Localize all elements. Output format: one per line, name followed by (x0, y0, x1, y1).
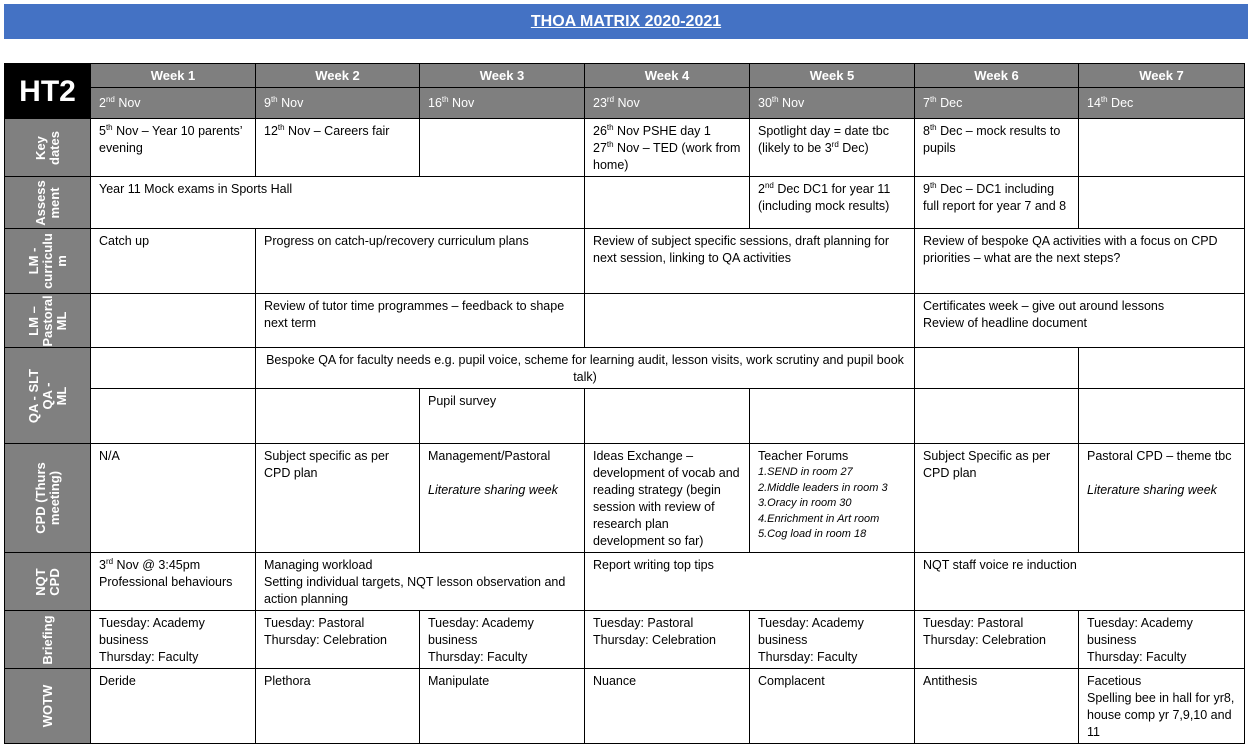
assessment-weeks-1-3: Year 11 Mock exams in Sports Hall (91, 177, 585, 229)
lm-pastoral-label: LM – Pastoral ML (5, 294, 91, 348)
briefing-week-7: Tuesday: Academy business Thursday: Faculty (1079, 611, 1245, 669)
nqt-cpd-weeks-2-3: Managing workload Setting individual targets, NQT lesson observation and action planning (256, 553, 585, 611)
week-header-row (5, 64, 1245, 88)
key-dates-week-7 (1079, 119, 1245, 177)
key-dates-week-3 (420, 119, 585, 177)
week-7-date: 14th Dec (1079, 88, 1245, 119)
wotw-week-3: Manipulate (420, 669, 585, 744)
week-1-header: Week 1 (91, 64, 256, 88)
qa-ml-week-5 (750, 389, 915, 444)
week-5-date: 30th Nov (750, 88, 915, 119)
qa-ml-week-2 (256, 389, 420, 444)
week-1-date: 2nd Nov (91, 88, 256, 119)
qa-label: QA - SLT QA - ML (5, 348, 91, 444)
lm-curriculum-row (5, 229, 1245, 294)
week-3-header: Week 3 (420, 64, 585, 88)
nqt-cpd-week-1: 3rd Nov @ 3:45pm Professional behaviours (91, 553, 256, 611)
assessment-row (5, 177, 1245, 229)
qa-ml-week-6 (915, 389, 1079, 444)
cpd-row (5, 444, 1245, 553)
cpd-week-7: Pastoral CPD – theme tbc Literature sharing week (1079, 444, 1245, 553)
briefing-week-5: Tuesday: Academy business Thursday: Faculty (750, 611, 915, 669)
wotw-label: WOTW (5, 669, 91, 744)
assessment-week-6: 9th Dec – DC1 including full report for year 7 and 8 (915, 177, 1079, 229)
assessment-week-5: 2nd Dec DC1 for year 11 (including mock results) (750, 177, 915, 229)
wotw-week-2: Plethora (256, 669, 420, 744)
wotw-week-5: Complacent (750, 669, 915, 744)
qa-slt-weeks-2-5: Bespoke QA for faculty needs e.g. pupil voice, scheme for learning audit, lesson visits, work scrutiny and pupil book talk) (256, 348, 915, 389)
week-4-date: 23rd Nov (585, 88, 750, 119)
key-dates-week-6: 8th Dec – mock results to pupils (915, 119, 1079, 177)
lm-pastoral-weeks-4-5 (585, 294, 915, 348)
page-title-bar (4, 4, 1248, 39)
nqt-cpd-weeks-4-5: Report writing top tips (585, 553, 915, 611)
page-title: THOA MATRIX 2020-2021 (530, 13, 722, 30)
briefing-week-3: Tuesday: Academy business Thursday: Faculty (420, 611, 585, 669)
nqt-cpd-row (5, 553, 1245, 611)
nqt-cpd-label: NQT CPD (5, 553, 91, 611)
wotw-row (5, 669, 1245, 744)
briefing-week-1: Tuesday: Academy business Thursday: Faculty (91, 611, 256, 669)
briefing-week-2: Tuesday: Pastoral Thursday: Celebration (256, 611, 420, 669)
thoa-matrix-table (4, 63, 1245, 744)
lm-curriculum-weeks-6-7: Review of bespoke QA activities with a focus on CPD priorities – what are the next steps? (915, 229, 1245, 294)
qa-ml-week-1 (91, 389, 256, 444)
wotw-week-1: Deride (91, 669, 256, 744)
cpd-week-1: N/A (91, 444, 256, 553)
week-2-header: Week 2 (256, 64, 420, 88)
lm-curriculum-weeks-2-3: Progress on catch-up/recovery curriculum plans (256, 229, 585, 294)
assessment-label: Assess ment (5, 177, 91, 229)
assessment-week-7 (1079, 177, 1245, 229)
qa-slt-week-1 (91, 348, 256, 389)
lm-pastoral-weeks-2-3: Review of tutor time programmes – feedback to shape next term (256, 294, 585, 348)
qa-slt-row (5, 348, 1245, 389)
week-2-date: 9th Nov (256, 88, 420, 119)
cpd-week-4: Ideas Exchange – development of vocab and reading strategy (begin session with review of research plan development so far) (585, 444, 750, 553)
wotw-week-7: Facetious Spelling bee in hall for yr8, house comp yr 7,9,10 and 11 (1079, 669, 1245, 744)
cpd-week-3: Management/Pastoral Literature sharing week (420, 444, 585, 553)
qa-slt-week-7 (1079, 348, 1245, 389)
key-dates-week-1: 5th Nov – Year 10 parents’ evening (91, 119, 256, 177)
lm-pastoral-weeks-6-7: Certificates week – give out around lessons Review of headline document (915, 294, 1245, 348)
key-dates-week-5: Spotlight day = date tbc (likely to be 3rd Dec) (750, 119, 915, 177)
qa-ml-row (5, 389, 1245, 444)
lm-curriculum-week-1: Catch up (91, 229, 256, 294)
week-4-header: Week 4 (585, 64, 750, 88)
nqt-cpd-weeks-6-7: NQT staff voice re induction (915, 553, 1245, 611)
week-6-header: Week 6 (915, 64, 1079, 88)
lm-curriculum-weeks-4-5: Review of subject specific sessions, draft planning for next session, linking to QA activities (585, 229, 915, 294)
briefing-row (5, 611, 1245, 669)
lm-pastoral-row (5, 294, 1245, 348)
wotw-week-4: Nuance (585, 669, 750, 744)
half-term-label: HT2 (5, 64, 91, 119)
week-3-date: 16th Nov (420, 88, 585, 119)
qa-ml-week-7 (1079, 389, 1245, 444)
week-6-date: 7th Dec (915, 88, 1079, 119)
cpd-week-5: Teacher Forums 1.SEND in room 27 2.Middle leaders in room 3 3.Oracy in room 30 4.Enrichment in Art room 5.Cog load in room 18 (750, 444, 915, 553)
qa-ml-week-4 (585, 389, 750, 444)
cpd-week-2: Subject specific as per CPD plan (256, 444, 420, 553)
key-dates-row (5, 119, 1245, 177)
qa-ml-week-3: Pupil survey (420, 389, 585, 444)
lm-pastoral-week-1 (91, 294, 256, 348)
week-7-header: Week 7 (1079, 64, 1245, 88)
wotw-week-6: Antithesis (915, 669, 1079, 744)
briefing-week-4: Tuesday: Pastoral Thursday: Celebration (585, 611, 750, 669)
qa-slt-week-6 (915, 348, 1079, 389)
key-dates-week-2: 12th Nov – Careers fair (256, 119, 420, 177)
key-dates-label: Key dates (5, 119, 91, 177)
key-dates-week-4: 26th Nov PSHE day 1 27th Nov – TED (work from home) (585, 119, 750, 177)
date-header-row (5, 88, 1245, 119)
assessment-week-4 (585, 177, 750, 229)
week-5-header: Week 5 (750, 64, 915, 88)
briefing-week-6: Tuesday: Pastoral Thursday: Celebration (915, 611, 1079, 669)
cpd-label: CPD (Thurs meeting) (5, 444, 91, 553)
briefing-label: Briefing (5, 611, 91, 669)
cpd-week-6: Subject Specific as per CPD plan (915, 444, 1079, 553)
lm-curriculum-label: LM - curriculu m (5, 229, 91, 294)
